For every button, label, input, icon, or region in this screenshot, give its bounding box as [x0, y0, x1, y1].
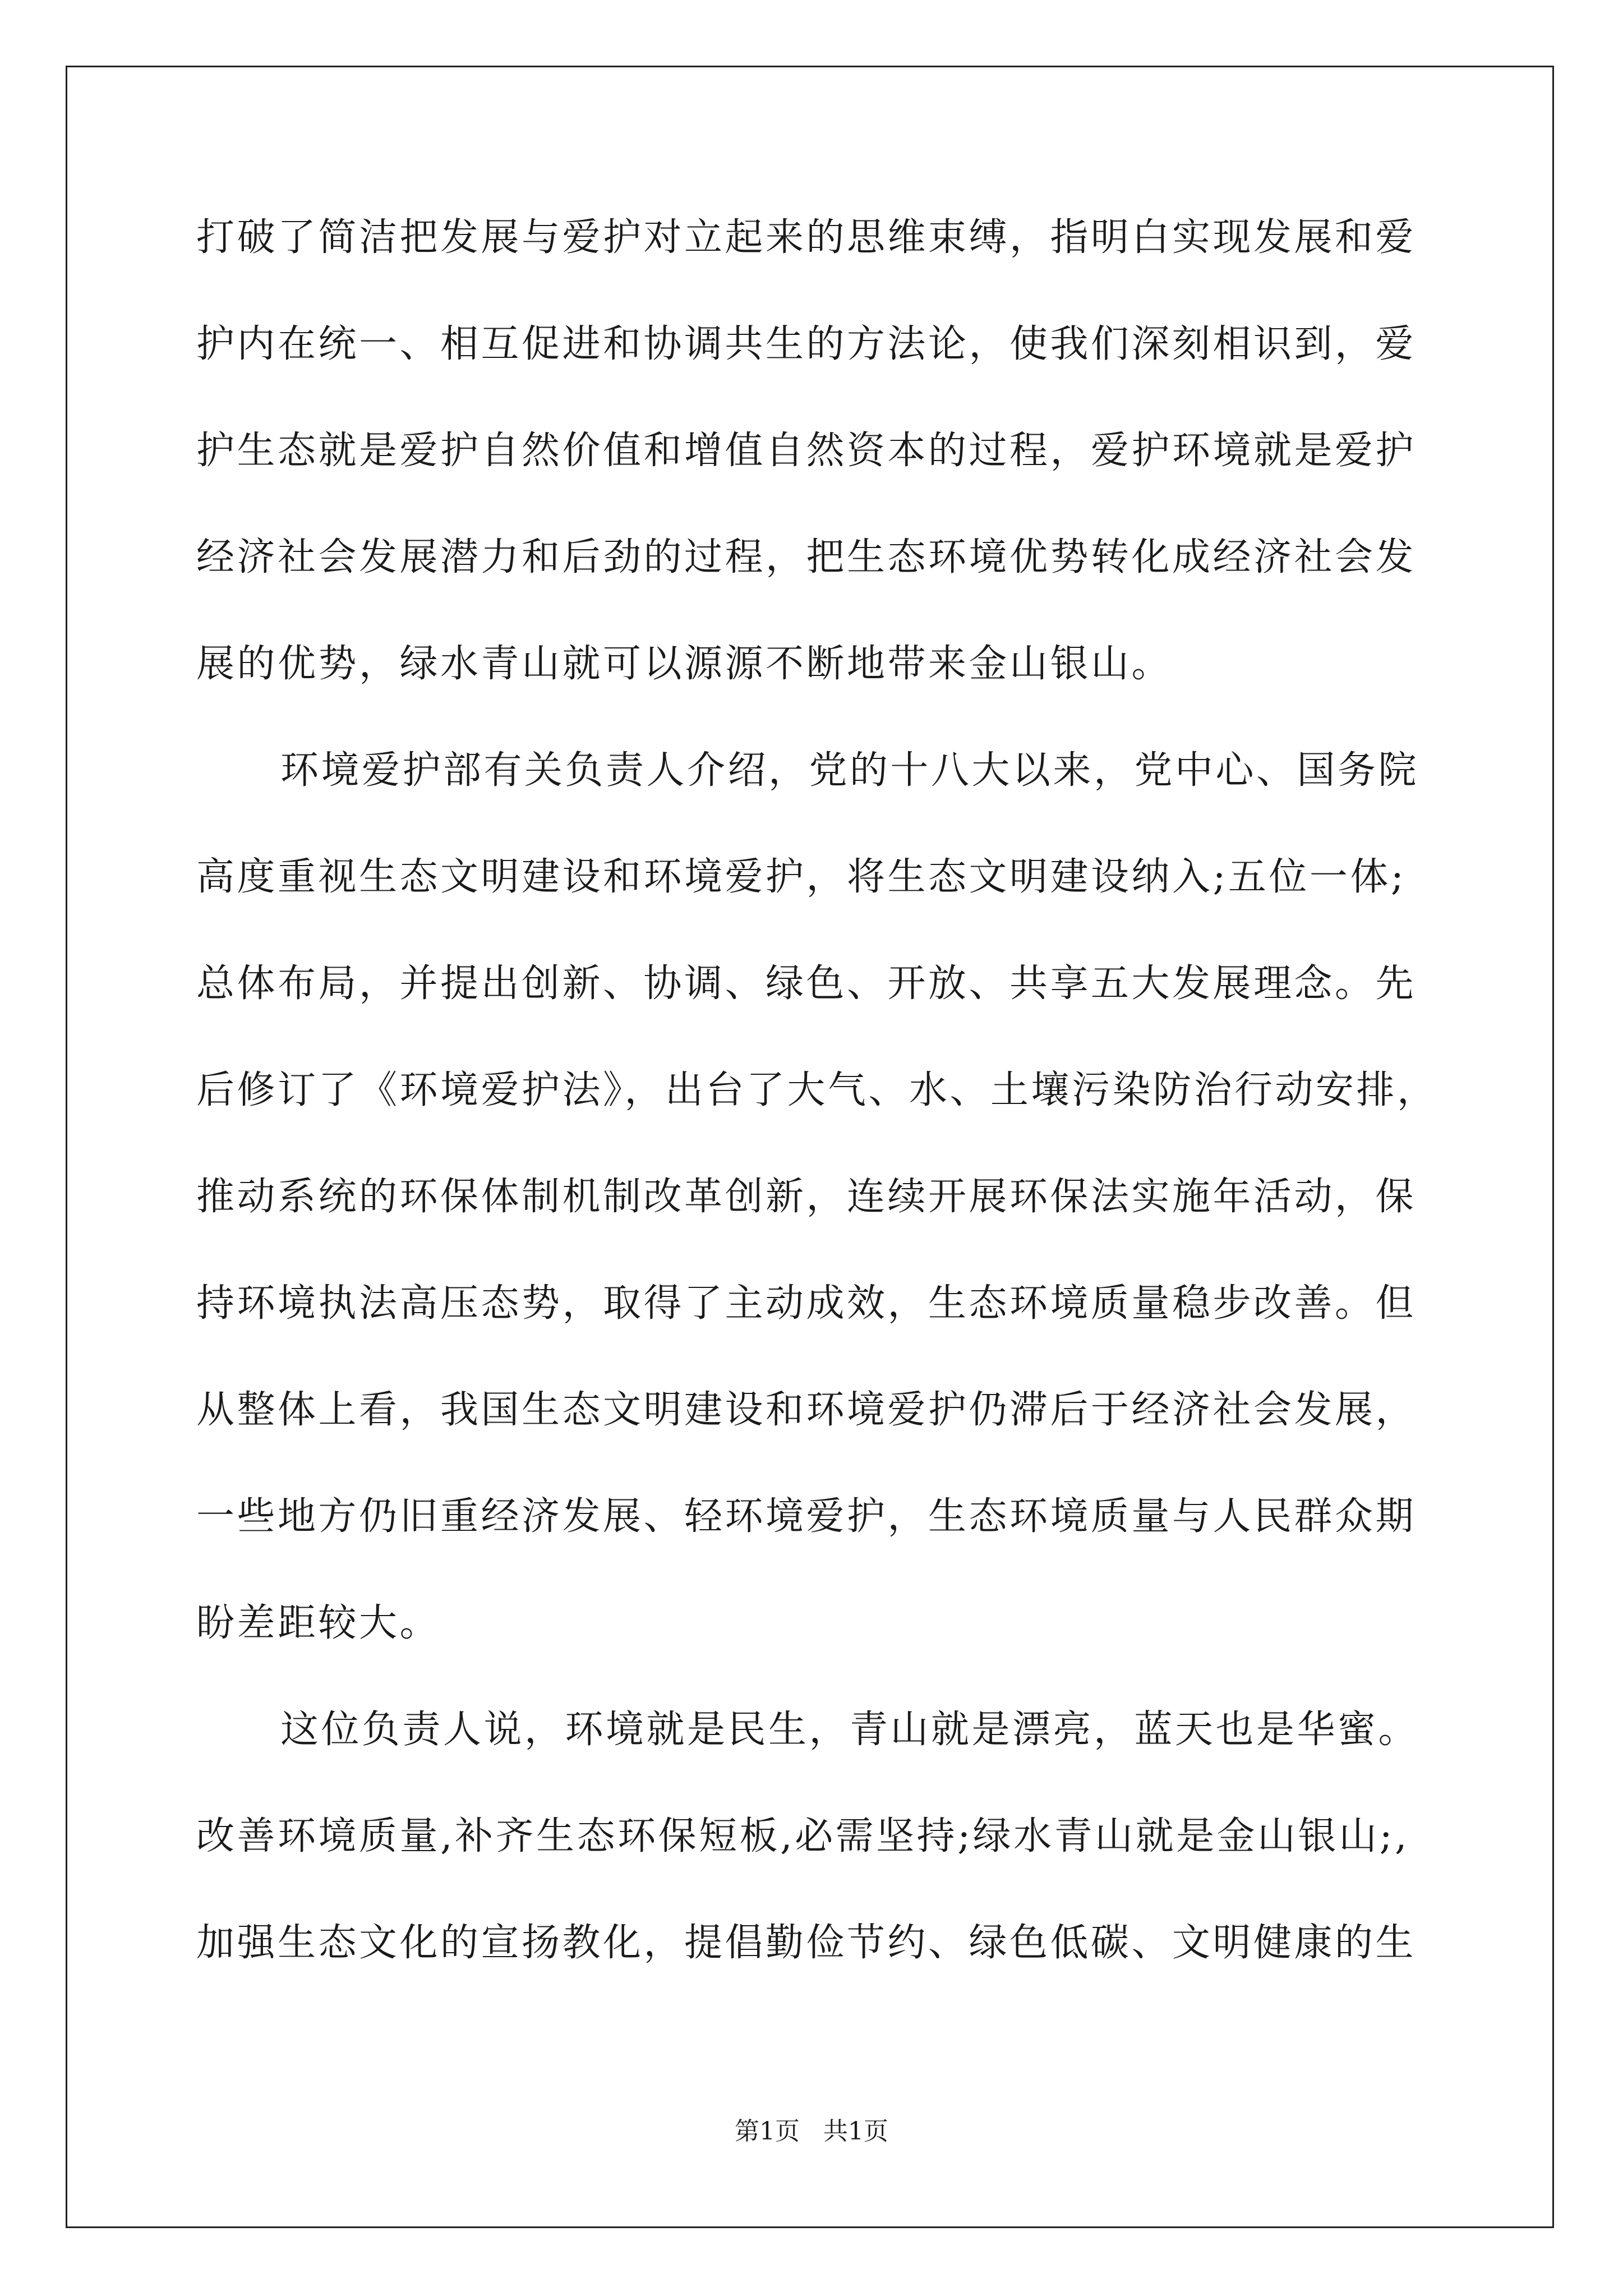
- document-body: [196, 215, 1438, 2031]
- paragraph-2-line-5: 推动系统的环保体制机制改革创新，连续开展环保法实施年活动，保: [196, 1175, 1417, 1219]
- paragraph-2-line-4: 后修订了《环境爱护法》，出台了大气、水、土壤污染防治行动安排，: [196, 1068, 1438, 1112]
- page-number: 第1页: [735, 2117, 800, 2146]
- paragraph-2-line-1: 环境爱护部有关负责人介绍，党的十八大以来，党中心、国务院: [280, 748, 1419, 793]
- page-total: 共1页: [823, 2117, 888, 2146]
- paragraph-3-line-1: 这位负责人说，环境就是民生，青山就是漂亮，蓝天也是华蜜。: [280, 1708, 1419, 1752]
- paragraph-2-line-9: 盼差距较大。: [196, 1601, 441, 1645]
- paragraph-3-line-3: 加强生态文化的宣扬教化，提倡勤俭节约、绿色低碳、文明健康的生: [196, 1921, 1417, 1965]
- paragraph-2-line-7: 从整体上看，我国生态文明建设和环境爱护仍滞后于经济社会发展，: [196, 1388, 1417, 1432]
- paragraph-2-line-8: 一些地方仍旧重经济发展、轻环境爱护，生态环境质量与人民群众期: [196, 1494, 1417, 1539]
- paragraph-1-line-3: 护生态就是爱护自然价值和增值自然资本的过程，爱护环境就是爱护: [196, 429, 1417, 473]
- footer-spacer: [800, 2117, 823, 2146]
- paragraph-1-line-2: 护内在统一、相互促进和协调共生的方法论，使我们深刻相识到，爱: [196, 322, 1417, 366]
- paragraph-1-line-4: 经济社会发展潜力和后劲的过程，把生态环境优势转化成经济社会发: [196, 535, 1417, 579]
- paragraph-2-line-6: 持环境执法高压态势，取得了主动成效，生态环境质量稳步改善。但: [196, 1281, 1417, 1326]
- paragraph-2-line-2: 高度重视生态文明建设和环境爱护，将生态文明建设纳入;五位一体;: [196, 855, 1407, 899]
- paragraph-2-line-3: 总体布局，并提出创新、协调、绿色、开放、共享五大发展理念。先: [196, 961, 1417, 1006]
- page-footer: [0, 2111, 1623, 2147]
- paragraph-1-line-5: 展的优势，绿水青山就可以源源不断地带来金山银山。: [196, 642, 1173, 686]
- paragraph-1-line-1: 打破了简洁把发展与爱护对立起来的思维束缚，指明白实现发展和爱: [196, 215, 1417, 260]
- paragraph-3-line-2: 改善环境质量,补齐生态环保短板,必需坚持;绿水青山就是金山银山;,: [196, 1814, 1410, 1858]
